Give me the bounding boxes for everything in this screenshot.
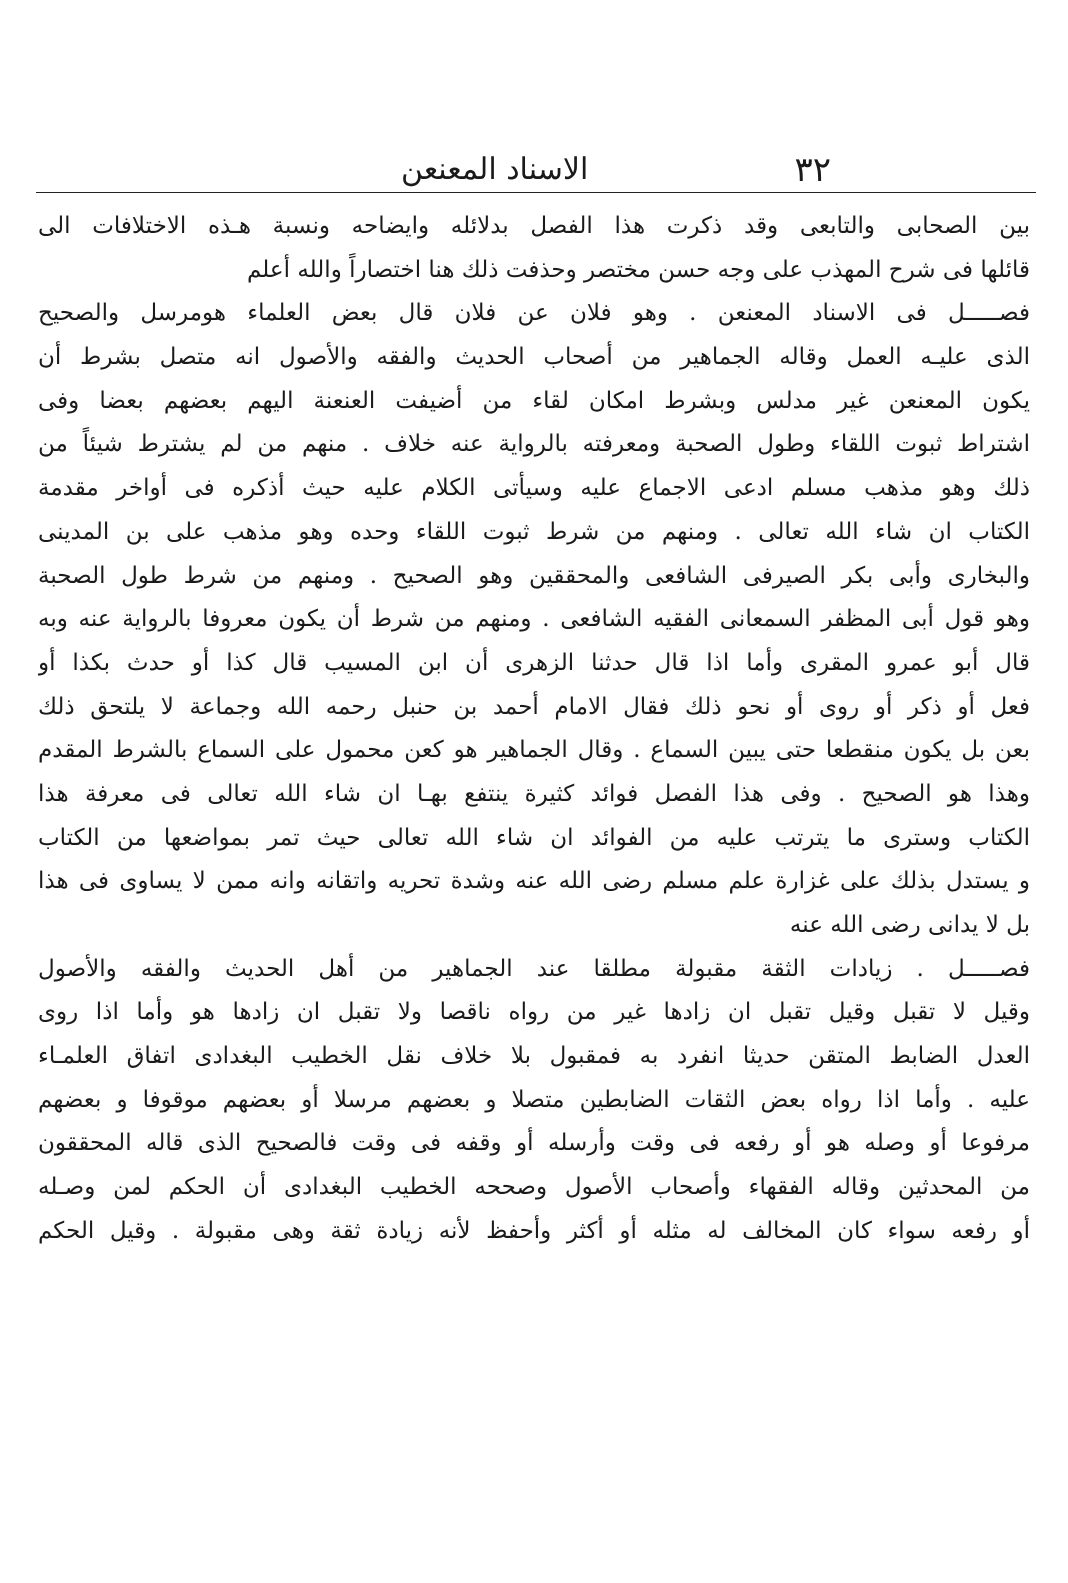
- text-line: الذى عليـه العمل وقاله الجماهير من أصحاب الحديث والفقه والأصول انه متصل بشرط أن: [38, 344, 1030, 371]
- text-line: بعن بل يكون منقطعا حتى يبين السماع . وقال الجماهير هو كعن محمول على السماع بالشرط المقدم: [38, 737, 1030, 764]
- text-line: يكون المعنعن غير مدلس وبشرط امكان لقاء من أضيفت العنعنة اليهم بعضهم بعضا وفى: [38, 387, 1030, 414]
- page-number: ٣٢: [794, 150, 831, 190]
- text-line: من المحدثين وقاله الفقهاء وأصحاب الأصول وصححه الخطيب البغدادى أن الحكم لمن وصـله: [38, 1174, 1030, 1201]
- running-header: [36, 150, 1036, 190]
- text-line: فصـــــل فى الاسناد المعنعن . وهو فلان عن فلان قال بعض العلماء هومرسل والصحيح: [38, 300, 1030, 327]
- text-line: عليه . وأما اذا رواه بعض الثقات الضابطين متصلا و بعضهم مرسلا أو بعضهم موقوفا و بعضهم: [38, 1086, 1030, 1113]
- text-line: قال أبو عمرو المقرى وأما اذا قال حدثنا الزهرى أن ابن المسيب قال كذا أو حدث بكذا أو: [38, 649, 1030, 676]
- text-line: العدل الضابط المتقن حديثا انفرد به فمقبول بلا خلاف نقل الخطيب البغدادى اتفاق العلمـاء: [38, 1043, 1030, 1070]
- text-line: بل لا يدانى رضى الله عنه: [789, 912, 1030, 938]
- text-line: وهذا هو الصحيح . وفى هذا الفصل فوائد كثيرة ينتفع بهـا ان شاء الله تعالى فى معرفة هذا: [38, 780, 1030, 807]
- text-line: أو رفعه سواء كان المخالف له مثله أو أكثر وأحفظ لأنه زيادة ثقة وهى مقبولة . وقيل الحكم: [38, 1217, 1030, 1244]
- text-line: بين الصحابى والتابعى وقد ذكرت هذا الفصل بدلائله وايضاحه ونسبة هـذه الاختلافات الى: [38, 213, 1030, 239]
- text-line: فصـــــل . زيادات الثقة مقبولة مطلقا عند الجماهير من أهل الحديث والفقه والأصول: [38, 955, 1030, 982]
- text-line: مرفوعا أو وصله هو أو رفعه فى وقت وأرسله أو وقفه فى وقت فالصحيح الذى قاله المحققون: [38, 1130, 1030, 1157]
- header-title: الاسناد المعنعن: [401, 152, 589, 187]
- body-text: [38, 205, 1030, 1254]
- text-line: ذلك وهو مذهب مسلم ادعى الاجماع عليه وسيأتى الكلام عليه حيث أذكره فى أواخر مقدمة: [38, 475, 1030, 502]
- text-line: قائلها فى شرح المهذب على وجه حسن مختصر وحذفت ذلك هنا اختصاراً والله أعلم: [247, 256, 1030, 283]
- text-line: والبخارى وأبى بكر الصيرفى الشافعى والمحققين وهو الصحيح . ومنهم من شرط طول الصحبة: [38, 562, 1030, 589]
- text-line: و يستدل بذلك على غزارة علم مسلم رضى الله عنه وشدة تحريه واتقانه وانه ممن لا يساوى فى هذا: [38, 868, 1030, 895]
- header-divider: [36, 192, 1036, 193]
- text-line: فعل أو ذكر أو روى أو نحو ذلك فقال الامام أحمد بن حنبل رحمه الله وجماعة لا يلتحق ذلك: [38, 693, 1030, 720]
- text-line: الكتاب ان شاء الله تعالى . ومنهم من شرط ثبوت اللقاء وحده وهو مذهب على بن المدينى: [38, 518, 1030, 545]
- text-line: اشتراط ثبوت اللقاء وطول الصحبة ومعرفته بالرواية عنه خلاف . منهم من لم يشترط شيئاً من: [38, 431, 1030, 458]
- text-line: وقيل لا تقبل وقيل تقبل ان زادها غير من رواه ناقصا ولا تقبل ان زادها هو وأما اذا روى: [38, 999, 1030, 1026]
- text-line: الكتاب وسترى ما يترتب عليه من الفوائد ان شاء الله تعالى حيث تمر بمواضعها من الكتاب: [38, 824, 1030, 851]
- text-line: وهو قول أبى المظفر السمعانى الفقيه الشافعى . ومنهم من شرط أن يكون معروفا بالرواية عنه وبه: [38, 606, 1030, 633]
